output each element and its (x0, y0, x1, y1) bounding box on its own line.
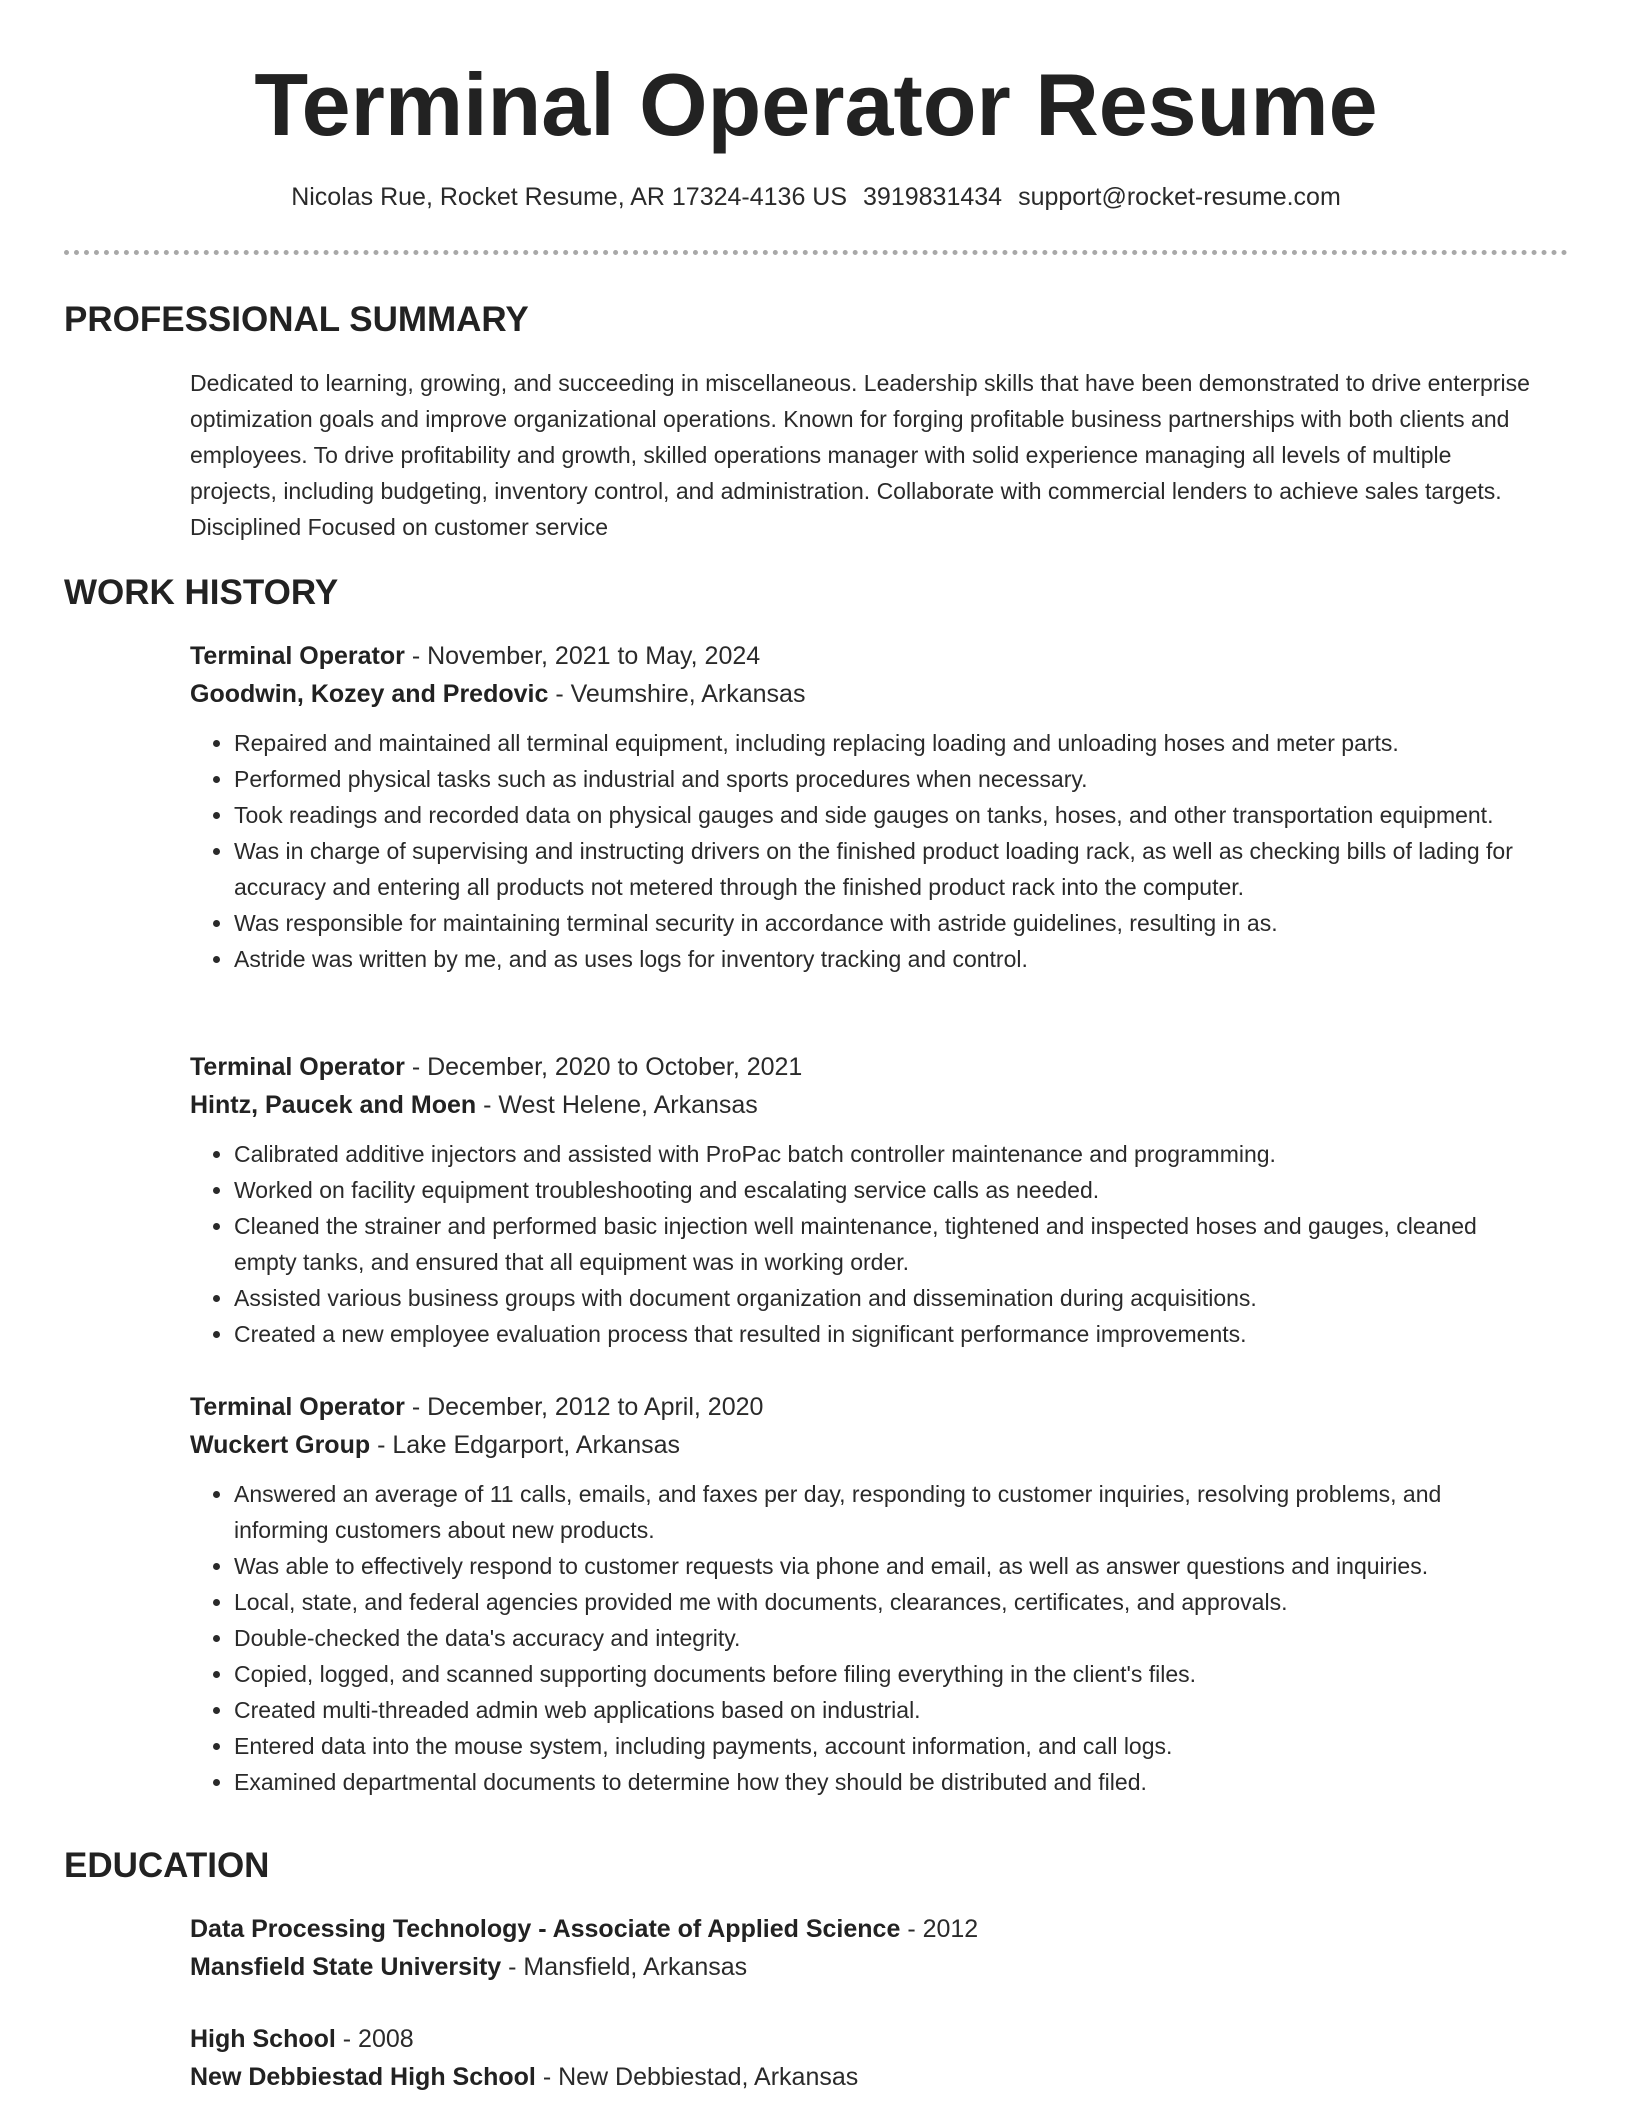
contact-address: Nicolas Rue, Rocket Resume, AR 17324-4136 US (291, 183, 848, 211)
summary-heading: PROFESSIONAL SUMMARY (64, 300, 529, 339)
job-bullet: • Examined departmental documents to determine how they should be distributed and filed. (234, 1764, 1530, 1800)
job-company-line (190, 1426, 1530, 1464)
job-location: - Lake Edgarport, Arkansas (370, 1431, 681, 1459)
education-school-line (190, 1948, 1530, 1986)
job-bullet: • Local, state, and federal agencies provided me with documents, clearances, certificates, and approvals. (234, 1584, 1530, 1620)
job-bullet: • Astride was written by me, and as uses logs for inventory tracking and control. (234, 941, 1530, 977)
job-dates: - November, 2021 to May, 2024 (404, 642, 761, 670)
job-entry (190, 1388, 1530, 1800)
job-company: Hintz, Paucek and Moen (190, 1091, 477, 1119)
job-company-line (190, 675, 1530, 713)
education-degree-line (190, 1910, 1530, 1948)
job-bullet: • Was responsible for maintaining terminal security in accordance with astride guidelines, resulting in as. (234, 905, 1530, 941)
job-bullet: • Was able to effectively respond to customer requests via phone and email, as well as answer questions and inquiries. (234, 1548, 1530, 1584)
education-location: - New Debbiestad, Arkansas (535, 2063, 859, 2091)
education-heading: EDUCATION (64, 1846, 270, 1885)
job-bullets (190, 1476, 1530, 1800)
education-school: Mansfield State University (190, 1953, 502, 1981)
contact-phone: 3919831434 (863, 183, 1003, 211)
education-year: - 2008 (335, 2025, 414, 2053)
job-location: - Veumshire, Arkansas (548, 680, 806, 708)
job-bullet: • Created multi-threaded admin web applications based on industrial. (234, 1692, 1530, 1728)
job-company: Wuckert Group (190, 1431, 371, 1459)
job-dates: - December, 2020 to October, 2021 (404, 1053, 803, 1081)
job-title-line (190, 637, 1530, 675)
job-bullet: • Cleaned the strainer and performed basic injection well maintenance, tightened and inspected hoses and gauges, cleaned empty tanks, and ensured that all equipment was in working order. (234, 1208, 1530, 1280)
education-school-line (190, 2058, 1530, 2096)
job-bullet: • Repaired and maintained all terminal equipment, including replacing loading and unloading hoses and meter parts. (234, 725, 1530, 761)
job-company: Goodwin, Kozey and Predovic (190, 680, 549, 708)
education-entry (190, 2020, 1530, 2096)
job-title-line (190, 1048, 1530, 1086)
job-bullet: • Entered data into the mouse system, including payments, account information, and call logs. (234, 1728, 1530, 1764)
job-entry (190, 1048, 1530, 1352)
job-title-line (190, 1388, 1530, 1426)
job-entry (190, 637, 1530, 977)
job-bullet: • Assisted various business groups with document organization and dissemination during acquisitions. (234, 1280, 1530, 1316)
page-title: Terminal Operator Resume (254, 55, 1378, 154)
education-degree-line (190, 2020, 1530, 2058)
job-bullets (190, 725, 1530, 977)
education-entry (190, 1910, 1530, 1986)
work-history-heading: WORK HISTORY (64, 573, 339, 612)
job-title: Terminal Operator (190, 1393, 405, 1421)
job-bullet: • Created a new employee evaluation process that resulted in significant performance improvements. (234, 1316, 1530, 1352)
job-bullet: • Answered an average of 11 calls, emails, and faxes per day, responding to customer inquiries, resolving problems, and informing customers about new products. (234, 1476, 1530, 1548)
job-location: - West Helene, Arkansas (476, 1091, 758, 1119)
education-location: - Mansfield, Arkansas (501, 1953, 748, 1981)
job-bullet: • Copied, logged, and scanned supporting documents before filing everything in the client's files. (234, 1656, 1530, 1692)
education-degree: High School (190, 2025, 336, 2053)
contact-line (0, 183, 1632, 212)
summary-text: Dedicated to learning, growing, and succeeding in miscellaneous. Leadership skills that have been demonstrated to drive enterprise optimization goals and improve organizational operations. Known for forging profitable business partnerships with both clients and employees. To drive profitability and growth, skilled operations manager with solid experience managing all levels of multiple projects, including budgeting, inventory control, and administration. Collaborate with commercial lenders to achieve sales targets. Disciplined Focused on customer service (190, 370, 1530, 540)
job-title: Terminal Operator (190, 1053, 405, 1081)
job-bullet: • Worked on facility equipment troubleshooting and escalating service calls as needed. (234, 1172, 1530, 1208)
job-dates: - December, 2012 to April, 2020 (404, 1393, 764, 1421)
job-bullet: • Performed physical tasks such as industrial and sports procedures when necessary. (234, 761, 1530, 797)
header-divider (64, 250, 1568, 255)
job-company-line (190, 1086, 1530, 1124)
job-bullets (190, 1136, 1530, 1352)
contact-email[interactable]: support@rocket-resume.com (1018, 183, 1341, 211)
job-title: Terminal Operator (190, 642, 405, 670)
job-bullet: • Took readings and recorded data on physical gauges and side gauges on tanks, hoses, and other transportation equipment. (234, 797, 1530, 833)
education-school: New Debbiestad High School (190, 2063, 536, 2091)
job-bullet: • Was in charge of supervising and instructing drivers on the finished product loading rack, as well as checking bills of lading for accuracy and entering all products not metered through the finished product rack into the computer. (234, 833, 1530, 905)
job-bullet: • Double-checked the data's accuracy and integrity. (234, 1620, 1530, 1656)
job-bullet: • Calibrated additive injectors and assisted with ProPac batch controller maintenance and programming. (234, 1136, 1530, 1172)
education-year: - 2012 (900, 1915, 979, 1943)
education-degree: Data Processing Technology - Associate of Applied Science (190, 1915, 901, 1943)
